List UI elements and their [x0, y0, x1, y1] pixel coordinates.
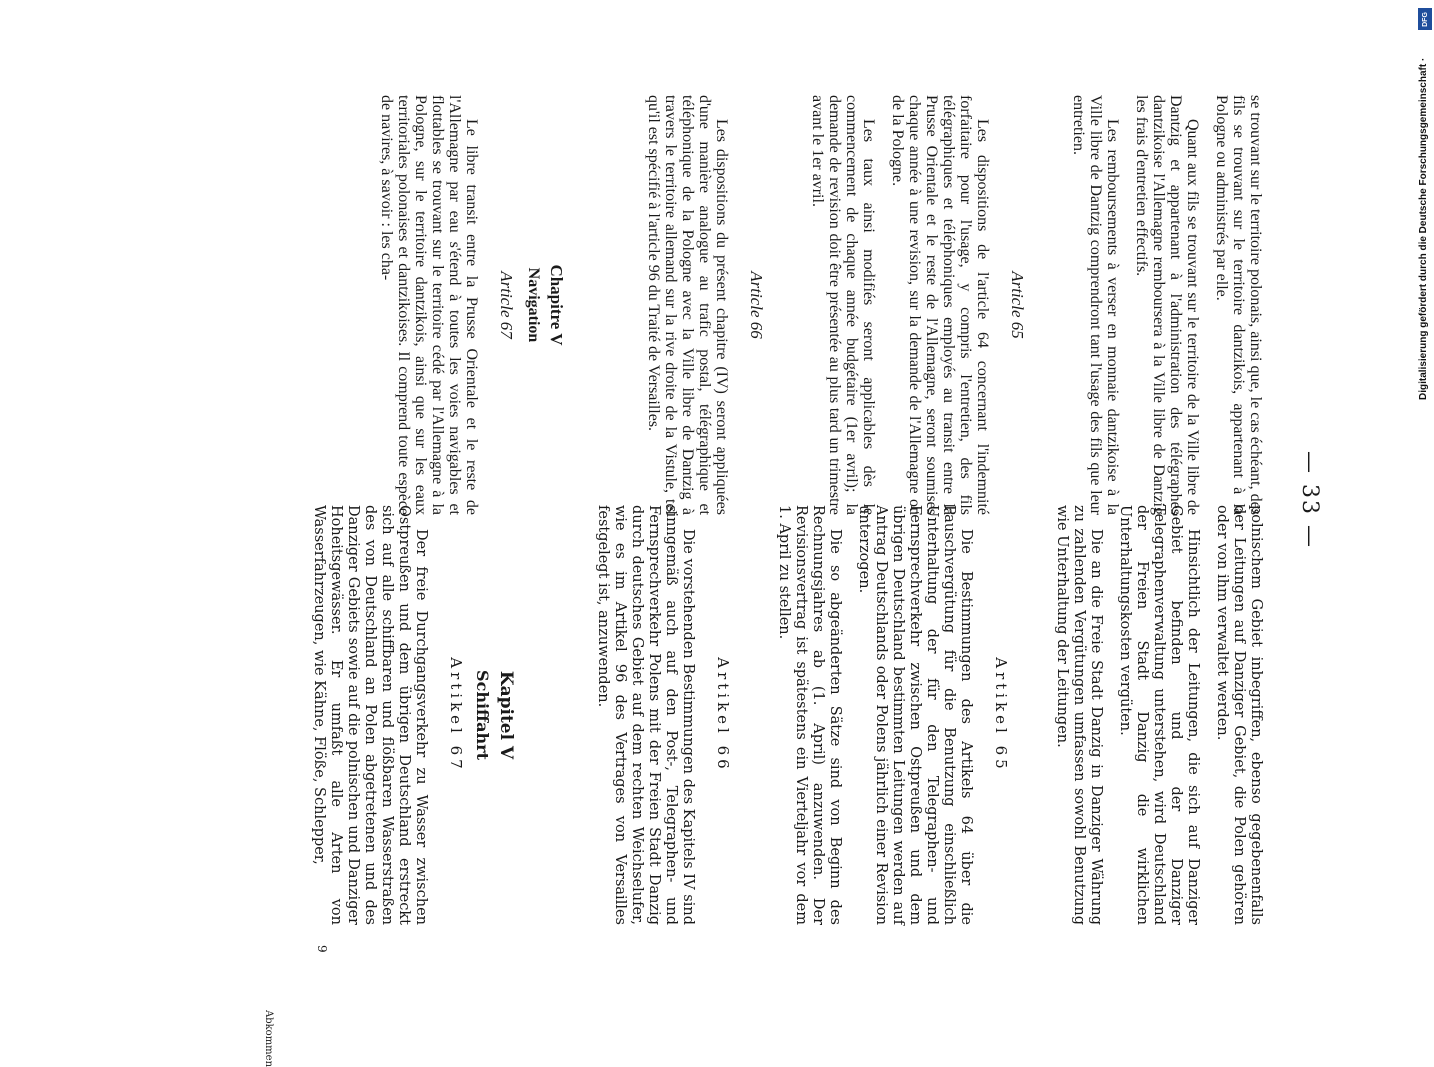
chapter-subheading: Navigation — [525, 267, 542, 343]
paragraph: Les taux ainsi modifiés seront applicables dès le commencement de chaque année budgétaire (1er avril); la demande de revision doit être présentée au plus tard un trimestre avant le 1er avril. — [809, 95, 877, 515]
french-text-column — [366, 95, 1264, 515]
paragraph: Hinsichtlich der Leitungen, die sich auf Danziger Gebiet befinden und der Danziger Telegraphenverwaltung unterstehen, wird Deutschland der Freien Stadt Danzig die wirklichen Unterhaltungskosten vergüten. — [1117, 505, 1201, 925]
dfg-logo-text: DFG — [1421, 11, 1429, 27]
german-text-column — [298, 505, 1264, 925]
paragraph: Die an die Freie Stadt Danzig in Danziger Währung zu zahlenden Vergütungen umfassen sowohl Benutzung wie Unterhaltung der Leitungen. — [1054, 505, 1104, 925]
paragraph: Les dispositions de l'article 64 concernant l'indemnité forfaitaire pour l'usage, y compris l'entretien, des fils télégraphiques et téléphoniques employés au transit entre la Prusse Orientale et le reste de l'Allemagne, seront soumises chaque année à une revision, sur la demande de l'Allemagne ou de la Pologne. — [889, 95, 991, 515]
digitization-credit — [1418, 8, 1432, 400]
credit-text: Digitalisierung gefördert durch die Deutsche Forschungsgemeinschaft · — [1418, 57, 1429, 400]
paragraph: Les remboursements à verser en monnaie dantzikoise à la Ville libre de Dantzig comprendront tant l'usage des fils que leur entretien. — [1070, 95, 1121, 515]
paragraph: Der freie Durchgangsverkehr zu Wasser zwischen Ostpreußen und dem übrigen Deutschland erstreckt sich auf alle schiffbaren und flößbaren Wasserstraßen des von Deutschland an Polen abgetretenen und des Danziger Gebiets sowie auf die polnischen und Danziger Hoheitsgewässer. Er umfaßt alle Arten von Wasserfahrzeugen, wie Kähne, Flöße, Schlepper, — [311, 505, 429, 925]
sheet-number: 9 — [315, 945, 329, 953]
paragraph: polnischem Gebiet inbegriffen, ebenso gegebenenfalls der Leitungen auf Danziger Gebiet, die Polen gehören oder von ihm verwaltet werden. — [1214, 505, 1264, 925]
paragraph: Die vorstehenden Bestimmungen des Kapitels IV sind sinngemäß auch auf den Post-, Telegraphen- und Fernsprechverkehr Polens mit der Freien Stadt Danzig durch deutsches Gebiet auf dem rechten Weichselufer, wie es im Artikel 96 des Vertrages von Versailles festgelegt ist, anzuwenden. — [595, 505, 696, 925]
paragraph: Les dispositions du présent chapitre (IV) seront appliquées d'une manière analogue au trafic postal, télégraphique et téléphonique de la Pologne avec la Ville libre de Dantzig à travers le territoire allemand sur la rive droite de la Vistule, tel qu'il est spécifié à l'article 96 du Traité de Versailles. — [645, 95, 730, 515]
paragraph: Die Bestimmungen des Artikels 64 über die Pauschvergütung für die Benutzung einschließlich Unterhaltung der für den Telegraphen- und Fernsprechverkehr zwischen Ostpreußen und dem übrigen Deutschland bestimmten Leitungen werden auf Antrag Deutschlands oder Polens jährlich einer Revision unterzogen. — [856, 505, 974, 925]
article-heading: Artikel 67 — [447, 657, 465, 773]
dfg-logo — [1418, 8, 1432, 30]
article-heading: Artikel 66 — [714, 657, 732, 773]
article-heading: Artikel 65 — [992, 657, 1010, 773]
paragraph: se trouvant sur le territoire polonais, ainsi que, le cas échéant, des fils se trouvant sur le territoire dantzikois, appartenant à la Pologne ou administrés par elle. — [1213, 95, 1264, 515]
paragraph: Le libre transit entre la Prusse Orientale et le reste de l'Allemagne par eau s'étend à toutes les voies navigables et flottables se trouvant sur le territoire cédé par l'Allemagne à la Pologne, sur le territoire dantzikois, ainsi que sur les eaux territoriales polonaises et dantzikoises. Il comprend toute espèce de navires, à savoir : les cha- — [378, 95, 480, 515]
footer-signature-mark: Abkommen — [263, 1010, 274, 1067]
chapter-heading: Kapitel V — [496, 670, 516, 760]
chapter-heading: Chapitre V — [547, 264, 566, 346]
article-heading: Article 66 — [747, 271, 766, 339]
chapter-subheading: Schiffahrt — [473, 670, 492, 760]
paragraph: Quant aux fils se trouvant sur le territoire de la Ville libre de Dantzig et appartenant à l'administration des télégraphes dantzikoise l'Allemagne remboursera à la Ville libre de Dantzig les frais d'entretien effectifs. — [1133, 95, 1201, 515]
article-heading: Article 65 — [1008, 271, 1027, 339]
article-heading: Article 67 — [497, 271, 516, 339]
page-number: — 33 — — [1297, 451, 1322, 549]
paragraph: Die so abgeänderten Sätze sind von Beginn des Rechnungsjahres ab (1. April) anzuwenden. Der Revisionsvertrag ist spätestens ein Vierteljahr vor dem 1. April zu stellen. — [776, 505, 843, 925]
